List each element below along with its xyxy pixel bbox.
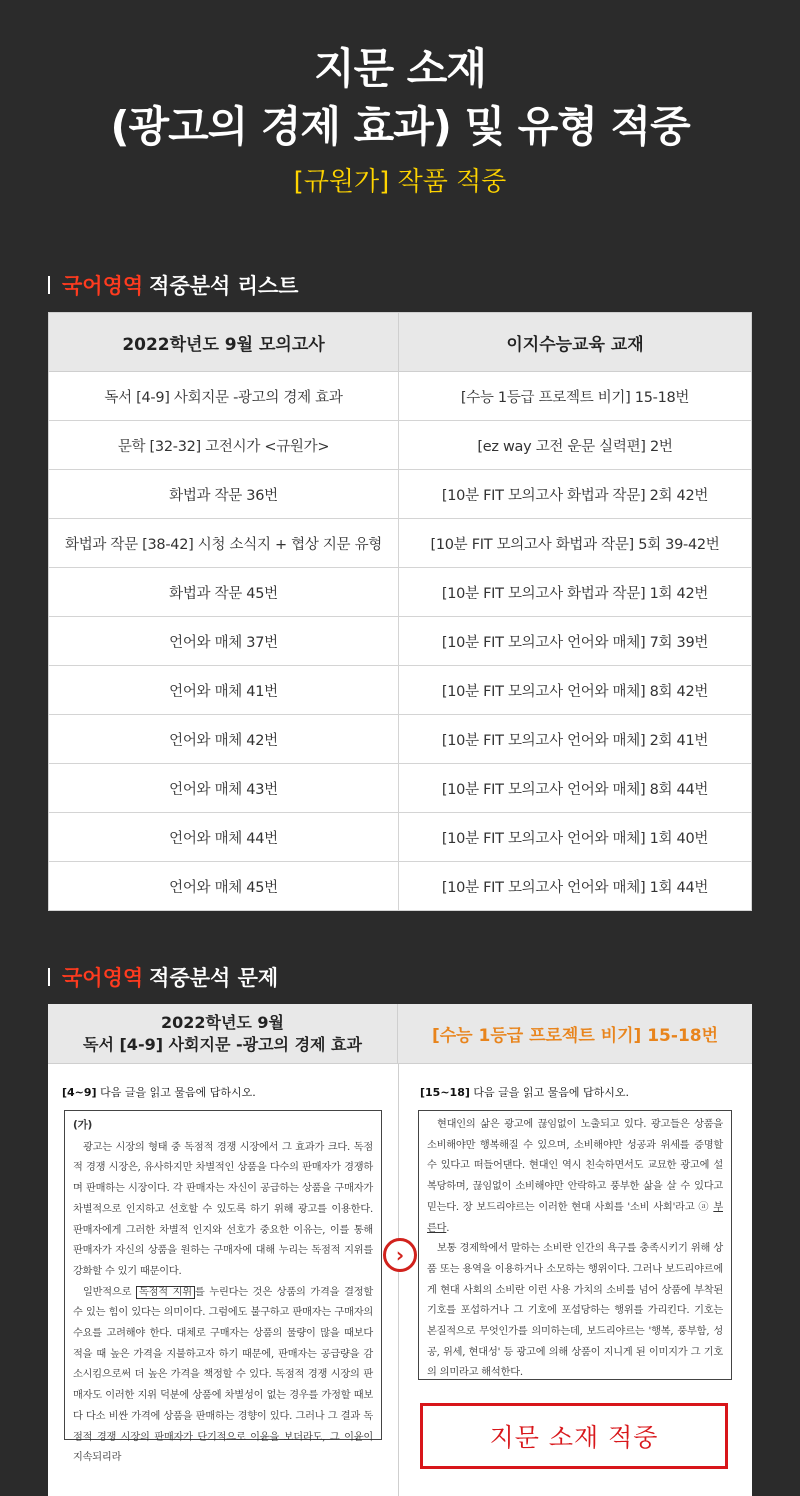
- table-cell-book: [10분 FIT 모의고사 화법과 작문] 2회 42번: [399, 470, 752, 519]
- table-cell-book: [10분 FIT 모의고사 언어와 매체] 2회 41번: [399, 715, 752, 764]
- match-label-box: 지문 소재 적중: [420, 1403, 728, 1469]
- exam-passage-p1: 광고는 시장의 형태 중 독점적 경쟁 시장에서 그 효과가 크다. 독점적 경쟁 시장은, 유사하지만 차별적인 상품을 다수의 판매자가 경쟁하며 판매하는 시장이다. 각 판매자는 자신이 공급하는 상품을 구매자가 차별적으로 인지하고 선호할 수 있도록 하기 위해 광고를 이용한다. 판매자에게 그러한 차별적 인지와 선호가 중요한 이유는, 이를 통해 판매자가 자신의 상품을 원하는 구매자에 대해 누리는 독점적 지위를 강화할 수 있기 때문이다.: [73, 1141, 373, 1277]
- exam-p2-pre: 일반적으로: [83, 1286, 132, 1298]
- section-bar: [48, 968, 50, 986]
- book-p1-post: .: [446, 1222, 450, 1234]
- underlined-term: 부른다: [427, 1201, 723, 1234]
- table-row: [49, 813, 752, 862]
- table-cell-exam: 독서 [4-9] 사회지문 -광고의 경제 효과: [49, 372, 399, 421]
- table-cell-book: [10분 FIT 모의고사 언어와 매체] 8회 42번: [399, 666, 752, 715]
- table-cell-book: [10분 FIT 모의고사 언어와 매체] 1회 40번: [399, 813, 752, 862]
- table-cell-book: [ez way 고전 운문 실력편] 2번: [399, 421, 752, 470]
- exam-question-range: [4~9]: [62, 1086, 97, 1099]
- section-title-red: 국어영역: [62, 966, 144, 990]
- table-cell-book: [10분 FIT 모의고사 화법과 작문] 1회 42번: [399, 568, 752, 617]
- exam-question-intro: [62, 1084, 256, 1100]
- compare-header-exam-line2: 독서 [4-9] 사회지문 -광고의 경제 효과: [83, 1034, 362, 1054]
- table-row: [49, 421, 752, 470]
- table-row: [49, 715, 752, 764]
- book-question-range: [15~18]: [420, 1086, 470, 1099]
- table-cell-book: [10분 FIT 모의고사 화법과 작문] 5회 39-42번: [399, 519, 752, 568]
- book-passage-p1: [427, 1115, 723, 1239]
- section-title-problems: [48, 962, 278, 992]
- table-row: [49, 617, 752, 666]
- table-cell-book: [10분 FIT 모의고사 언어와 매체] 8회 44번: [399, 764, 752, 813]
- table-cell-exam: 언어와 매체 44번: [49, 813, 399, 862]
- section-title-red: 국어영역: [62, 274, 144, 298]
- table-cell-exam: 화법과 작문 36번: [49, 470, 399, 519]
- table-row: [49, 862, 752, 911]
- exam-passage: [64, 1110, 382, 1464]
- book-question-intro: [420, 1084, 629, 1100]
- table-header-row: [49, 313, 752, 372]
- table-cell-exam: 언어와 매체 42번: [49, 715, 399, 764]
- table-row: [49, 568, 752, 617]
- table-header-book: 이지수능교육 교재: [399, 313, 752, 372]
- hero-title-line1: 지문 소재: [314, 44, 486, 93]
- section-bar: [48, 276, 50, 294]
- section-title-text: 적중분석 리스트: [149, 274, 299, 298]
- table-cell-exam: 화법과 작문 45번: [49, 568, 399, 617]
- table-cell-exam: 언어와 매체 37번: [49, 617, 399, 666]
- table-row: [49, 666, 752, 715]
- compare-header-exam: [48, 1004, 398, 1064]
- table-row: [49, 372, 752, 421]
- compare-divider: [398, 1064, 399, 1496]
- exam-question-instruction: 다음 글을 읽고 물음에 답하시오.: [100, 1086, 256, 1099]
- section-title-list: [48, 270, 298, 300]
- book-passage: [418, 1110, 732, 1380]
- hero-title-line2: (광고의 경제 효과) 및 유형 적중: [110, 102, 690, 151]
- compare-header-exam-line1: 2022학년도 9월: [160, 1012, 285, 1032]
- table-row: [49, 470, 752, 519]
- book-p1-pre: 현대인의 삶은 광고에 끊임없이 노출되고 있다. 광고들은 상품을 소비해야만 행복해질 수 있으며, 소비해야만 성공과 위세를 증명할 수 있다고 떠들어댄다. 현대인 역시 친숙하면서도 교묘한 광고에 설복당하며, 끊임없이 소비해야만 안락하고 풍부한 삶을 살 수 있다고 믿는다. 장 보드리야르는 이러한 현대 사회를 '소비 사회'라고 ⓐ: [427, 1119, 723, 1213]
- table-cell-exam: 언어와 매체 43번: [49, 764, 399, 813]
- book-question-instruction: 다음 글을 읽고 물음에 답하시오.: [473, 1086, 630, 1099]
- hero-subtitle: [규원가] 작품 적중: [293, 167, 507, 197]
- table-cell-exam: 화법과 작문 [38-42] 시청 소식지 + 협상 지문 유형: [49, 519, 399, 568]
- table-cell-exam: 언어와 매체 41번: [49, 666, 399, 715]
- table-header-exam: 2022학년도 9월 모의고사: [49, 313, 399, 372]
- hero: [0, 40, 800, 200]
- table-cell-exam: 언어와 매체 45번: [49, 862, 399, 911]
- passage-label: (가): [73, 1119, 93, 1131]
- chevron-right-icon: ›: [383, 1238, 417, 1272]
- exam-passage-p2: [73, 1283, 373, 1469]
- book-passage-p2: 보통 경제학에서 말하는 소비란 인간의 욕구를 충족시키기 위해 상품 또는 용역을 이용하거나 소모하는 행위이다. 그러나 보드리야르에게 현대 사회의 소비란 이런 사용 가치의 소비를 넘어 상품에 부착된 기호를 포섭하거나 그 기호에 포섭당하는 행위를 가리킨다. 기호는 본질적으로 무엇인가를 의미하는데, 보드리야르는 '행복, 풍부함, 성공, 위세, 현대성' 등 광고에 의해 상품이 지니게 된 이미지가 그 기호의 의미라고 해석한다.: [427, 1243, 723, 1379]
- table-row: [49, 519, 752, 568]
- match-list-table: [48, 312, 752, 911]
- table-cell-exam: 문학 [32-32] 고전시가 <규원가>: [49, 421, 399, 470]
- table-cell-book: [10분 FIT 모의고사 언어와 매체] 1회 44번: [399, 862, 752, 911]
- section-title-text: 적중분석 문제: [149, 966, 279, 990]
- compare-header-book: [수능 1등급 프로젝트 비기] 15-18번: [398, 1004, 752, 1064]
- table-body: [49, 372, 752, 911]
- table-cell-book: [10분 FIT 모의고사 언어와 매체] 7회 39번: [399, 617, 752, 666]
- table-cell-book: [수능 1등급 프로젝트 비기] 15-18번: [399, 372, 752, 421]
- table-row: [49, 764, 752, 813]
- exam-p2-post: 를 누린다는 것은 상품의 가격을 결정할 수 있는 힘이 있다는 의미이다. 그럼에도 불구하고 판매자는 구매자의 수요를 고려해야 한다. 대체로 구매자는 상품의 물량이 많을 때보다 적을 때 높은 가격을 지불하고자 하기 때문에, 판매자는 공급량을 감소시킴으로써 더 높은 가격을 책정할 수 있다. 독점적 경쟁 시장의 판매자도 이러한 지위 덕분에 상품에 차별성이 없는 경우를 가정할 때보다 다소 비싼 가격에 상품을 판매하는 경향이 있다. 그러나 그 결과 독점적 경쟁 시장의 판매자가 단기적으로 이윤을 보더라도, 그 이윤이 지속되리라: [73, 1286, 373, 1464]
- hero-title: [0, 40, 800, 156]
- boxed-term: 독점적 지위: [136, 1286, 195, 1299]
